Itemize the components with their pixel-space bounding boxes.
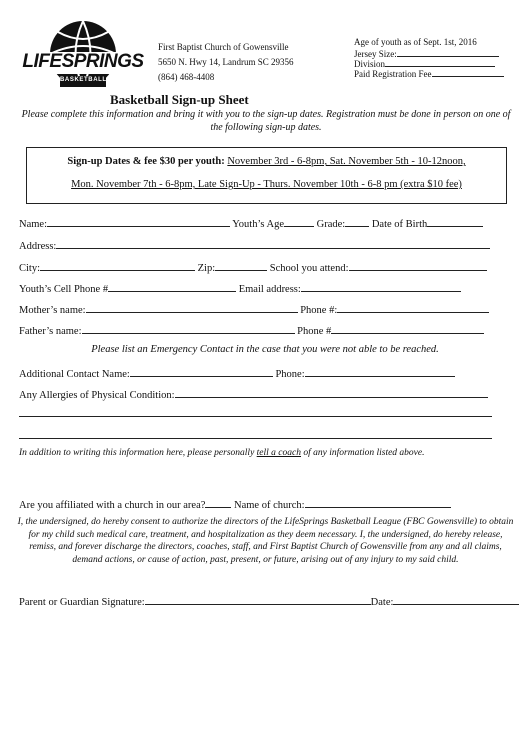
date-label: Date: xyxy=(370,597,394,608)
signup-lead: Sign-up Dates & fee $30 per youth: xyxy=(67,156,225,167)
mother-phone-label: Phone #: xyxy=(300,305,338,316)
admin-paid-row xyxy=(354,67,504,79)
allergies-label: Any Allergies of Physical Condition: xyxy=(19,390,175,401)
allergies-line-2[interactable] xyxy=(19,416,492,417)
org-phone: (864) 468-4408 xyxy=(158,72,215,82)
row-allergies xyxy=(19,386,514,401)
address-field[interactable] xyxy=(56,237,490,249)
name-field[interactable] xyxy=(47,215,230,227)
row-father xyxy=(19,322,514,337)
dob-label: Date of Birth xyxy=(371,219,428,230)
lifesprings-basketball-logo xyxy=(20,18,146,100)
row-church xyxy=(19,496,514,511)
cell-label: Youth’s Cell Phone # xyxy=(19,284,109,295)
mother-phone-field[interactable] xyxy=(337,301,489,313)
church-name-field[interactable] xyxy=(305,496,451,508)
zip-label: Zip: xyxy=(197,263,216,274)
admin-age-label: Age of youth as of Sept. 1st, 2016 xyxy=(354,37,477,47)
school-label: School you attend: xyxy=(269,263,349,274)
row-signature xyxy=(19,593,514,608)
division-field[interactable] xyxy=(385,57,495,67)
admin-jersey-label: Jersey Size: xyxy=(354,49,397,59)
org-address: 5650 N. Hwy 14, Landrum SC 29356 xyxy=(158,57,294,67)
admin-paid-label: Paid Registration Fee xyxy=(354,69,432,79)
grade-field[interactable] xyxy=(345,215,369,227)
coach-note-link: tell a coach xyxy=(256,448,301,458)
row-address xyxy=(19,237,514,252)
emergency-note: Please list an Emergency Contact in the case that you were not able to be reached. xyxy=(91,344,439,355)
admin-division-label: Division xyxy=(354,59,386,69)
intro-text: Please complete this information and bring it with you to the sign-up dates. Registration must be done in person on one of the following sign-up dates. xyxy=(21,109,511,133)
signup-dates-2: Mon. November 7th - 6-8pm, Late Sign-Up - Thurs. November 10th - 6-8 pm (extra $10 fee) xyxy=(71,179,462,190)
dob-field[interactable] xyxy=(427,215,483,227)
school-field[interactable] xyxy=(349,259,487,271)
father-phone-field[interactable] xyxy=(331,322,484,334)
address-label: Address: xyxy=(19,241,57,252)
name-label: Name: xyxy=(19,219,47,230)
org-name: First Baptist Church of Gowensville xyxy=(158,42,289,52)
coach-note-after: of any information listed above. xyxy=(301,448,425,458)
jersey-size-field[interactable] xyxy=(397,47,499,57)
row-mother xyxy=(19,301,514,316)
father-phone-label: Phone # xyxy=(297,326,332,337)
signup-dates-box xyxy=(26,147,507,204)
waiver-text: I, the undersigned, do hereby consent to authorize the directors of the LifeSprings Basketball League (FBC Gowensville) to obtain for my child such medical care, treatment, and hospitalization as they deem necessary. I, the undersigned, do hereby release, remiss, and forever discharge the directors, coaches, staff, and First Baptist Church of Gowensville from any and all claims, demand actions, or cause of action, past, present, or future, arising out of any injury to my said child. xyxy=(17,517,514,565)
paid-fee-field[interactable] xyxy=(432,67,504,77)
email-label: Email address: xyxy=(238,284,301,295)
signup-dates-1: November 3rd - 6-8pm, Sat. November 5th - 10-12noon, xyxy=(227,156,466,167)
father-label: Father’s name: xyxy=(19,326,82,337)
contact-phone-field[interactable] xyxy=(305,365,455,377)
youth-age-label: Youth’s Age xyxy=(232,219,284,230)
church-question: Are you affiliated with a church in our area? xyxy=(19,500,206,511)
row-contact xyxy=(19,365,514,380)
father-name-field[interactable] xyxy=(82,322,295,334)
mother-name-field[interactable] xyxy=(86,301,298,313)
city-field[interactable] xyxy=(40,259,195,271)
contact-name-label: Additional Contact Name: xyxy=(19,369,130,380)
row-name xyxy=(19,215,514,230)
coach-note xyxy=(19,448,425,458)
signup-line-1 xyxy=(27,156,506,167)
allergies-line-3[interactable] xyxy=(19,438,492,439)
mother-label: Mother’s name: xyxy=(19,305,86,316)
church-name-label: Name of church: xyxy=(234,500,305,511)
contact-phone-label: Phone: xyxy=(275,369,305,380)
page-title: Basketball Sign-up Sheet xyxy=(110,92,249,107)
contact-name-field[interactable] xyxy=(130,365,273,377)
row-cell-email xyxy=(19,280,514,295)
city-label: City: xyxy=(19,263,41,274)
signature-label: Parent or Guardian Signature: xyxy=(19,597,145,608)
coach-note-before: In addition to writing this information here, please personally xyxy=(19,448,257,458)
email-field[interactable] xyxy=(301,280,461,292)
logo-subtitle: BASKETBALL xyxy=(60,77,107,83)
church-answer-field[interactable] xyxy=(205,496,231,508)
row-city xyxy=(19,259,514,274)
cell-field[interactable] xyxy=(108,280,236,292)
allergies-field[interactable] xyxy=(175,386,488,398)
zip-field[interactable] xyxy=(215,259,267,271)
date-field[interactable] xyxy=(393,593,519,605)
logo-wordmark: LIFESPRINGS xyxy=(22,51,144,72)
grade-label: Grade: xyxy=(316,219,346,230)
signature-field[interactable] xyxy=(145,593,371,605)
youth-age-field[interactable] xyxy=(284,215,314,227)
